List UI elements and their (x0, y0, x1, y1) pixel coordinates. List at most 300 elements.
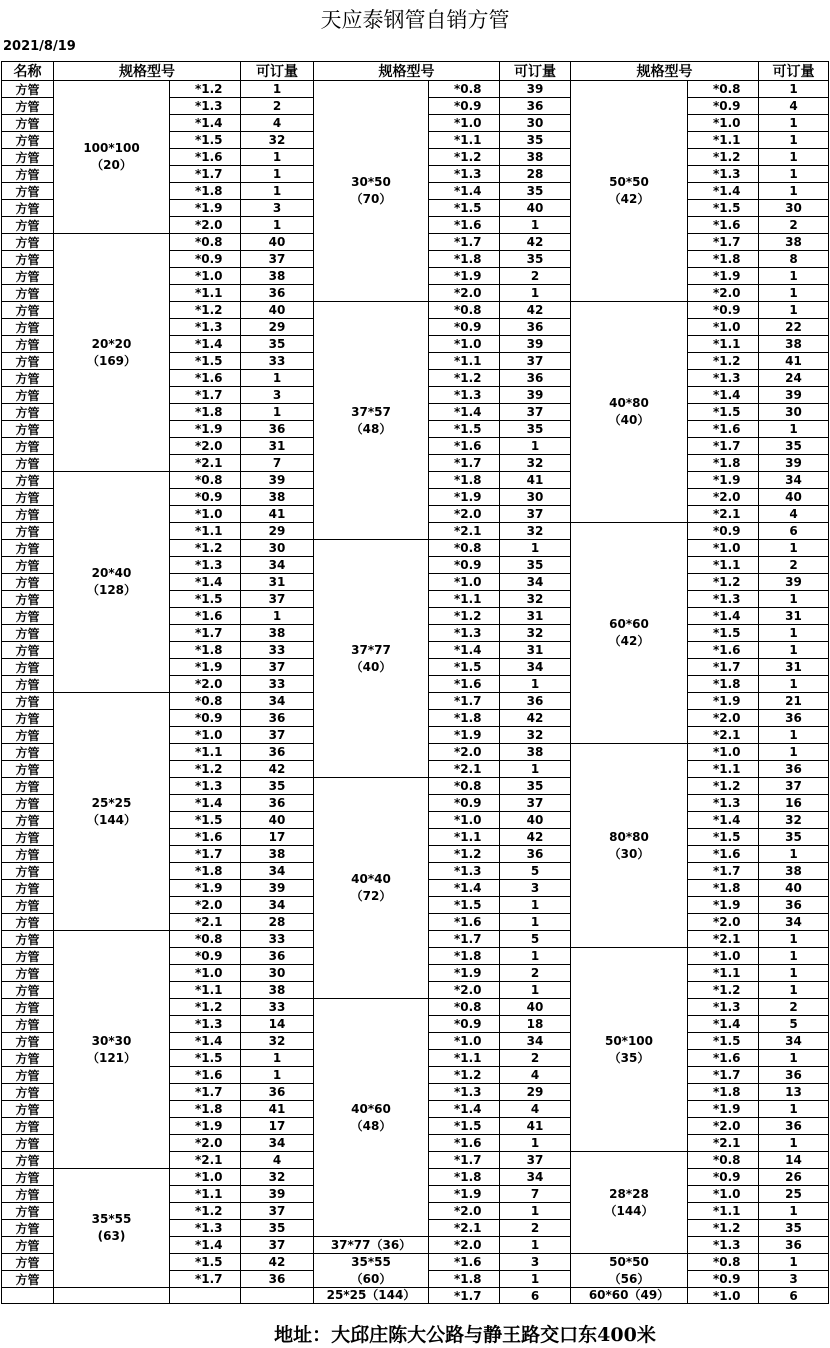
thickness-value: *1.7 (454, 1288, 482, 1303)
thickness-value: *1.6 (195, 1068, 223, 1082)
size-group (313, 1287, 428, 1304)
qty-value: 38 (268, 983, 286, 997)
thickness-cell (169, 437, 240, 454)
thickness-cell (687, 794, 758, 811)
thickness-cell (169, 403, 240, 420)
thickness-cell (428, 896, 499, 913)
thickness-cell (428, 641, 499, 658)
row-name-label: 方管 (15, 354, 40, 369)
qty-cell (758, 114, 829, 131)
row-name (1, 1185, 53, 1202)
thickness-cell (428, 420, 499, 437)
qty-cell (499, 471, 570, 488)
thickness-value: *1.0 (454, 1034, 482, 1048)
qty-value: 1 (530, 286, 540, 300)
qty-cell (240, 556, 313, 573)
qty-value: 35 (526, 252, 544, 266)
qty-value: 35 (785, 1221, 802, 1235)
thickness-cell (169, 216, 240, 233)
qty-value: 32 (268, 133, 286, 147)
thickness-cell (169, 267, 240, 284)
qty-cell (499, 80, 570, 97)
qty-cell (499, 505, 570, 522)
qty-cell (758, 97, 829, 114)
thickness-value: *2.1 (713, 728, 741, 742)
qty-cell (499, 267, 570, 284)
row-name-label: 方管 (15, 439, 40, 454)
qty-value: 34 (268, 558, 286, 572)
size-value: 35*55 (91, 1212, 132, 1226)
qty-cell (240, 1134, 313, 1151)
qty-value: 32 (526, 456, 544, 470)
qty-cell (240, 573, 313, 590)
size-value: 20*40 (91, 566, 132, 580)
qty-cell (758, 573, 829, 590)
thickness-cell (169, 828, 240, 845)
thickness-cell (428, 726, 499, 743)
qty-value: 35 (268, 337, 286, 351)
thickness-cell (428, 522, 499, 539)
thickness-cell (169, 947, 240, 964)
thickness-cell (169, 777, 240, 794)
qty-value: 16 (785, 796, 802, 810)
thickness-value: *1.3 (454, 1085, 482, 1099)
qty-cell (240, 505, 313, 522)
thickness-cell (428, 1236, 499, 1253)
thickness-value: *0.8 (454, 82, 482, 96)
qty-cell (758, 607, 829, 624)
thickness-value: *1.4 (454, 643, 482, 657)
qty-value: 34 (268, 694, 286, 708)
thickness-cell (428, 233, 499, 250)
thickness-cell (687, 862, 758, 879)
row-name (1, 437, 53, 454)
thickness-cell (169, 1015, 240, 1032)
thickness-cell (687, 998, 758, 1015)
row-name-label: 方管 (15, 405, 40, 420)
qty-cell (499, 1236, 570, 1253)
qty-cell (240, 896, 313, 913)
size-group (570, 743, 687, 947)
thickness-value: *1.8 (713, 1085, 741, 1099)
qty-cell (240, 1202, 313, 1219)
size-group-label (604, 1186, 653, 1220)
size-group-label (609, 1254, 650, 1288)
thickness-value: *1.5 (713, 201, 741, 215)
thickness-value: *1.1 (713, 558, 741, 572)
row-name-label: 方管 (15, 728, 40, 743)
row-name-label: 方管 (15, 592, 40, 607)
row-name-label: 方管 (15, 388, 40, 403)
thickness-cell (687, 420, 758, 437)
row-name (1, 386, 53, 403)
row-name (1, 658, 53, 675)
thickness-value: *1.0 (195, 269, 223, 283)
qty-cell (240, 862, 313, 879)
row-name (1, 80, 53, 97)
qty-value: 4 (530, 1068, 540, 1082)
row-name (1, 403, 53, 420)
size-group (53, 80, 169, 233)
thickness-value: *1.2 (454, 847, 482, 861)
qty-value: 37 (268, 1204, 286, 1218)
qty-value: 42 (526, 711, 544, 725)
qty-value: 34 (526, 660, 544, 674)
qty-value: 33 (268, 643, 286, 657)
thickness-cell (687, 709, 758, 726)
qty-cell (758, 556, 829, 573)
thickness-cell (687, 1083, 758, 1100)
qty-cell (758, 998, 829, 1015)
thickness-value: *1.6 (454, 1136, 482, 1150)
row-name-label: 方管 (15, 320, 40, 335)
size-group-label (87, 795, 136, 829)
row-name-label: 方管 (15, 218, 40, 233)
thickness-value: *1.5 (195, 1051, 223, 1065)
row-name-label: 方管 (15, 881, 40, 896)
thickness-value: *1.7 (454, 932, 482, 946)
thickness-value: *2.0 (195, 677, 223, 691)
size-value: 30*30 (91, 1033, 132, 1048)
size-total: （70） (350, 192, 392, 206)
qty-cell (240, 97, 313, 114)
row-name (1, 641, 53, 658)
qty-cell (240, 998, 313, 1015)
qty-value: 42 (268, 1255, 286, 1269)
qty-value: 31 (526, 609, 544, 623)
thickness-value: *1.0 (713, 320, 741, 334)
thickness-value: *1.2 (454, 609, 482, 623)
qty-cell (499, 284, 570, 301)
thickness-cell (687, 1168, 758, 1185)
size-total: （48） (350, 1118, 392, 1133)
thickness-value: *1.8 (454, 949, 482, 963)
qty-value: 35 (268, 779, 286, 793)
row-name-label: 方管 (15, 1000, 40, 1015)
thickness-cell (687, 1134, 758, 1151)
thickness-value: *1.7 (713, 235, 741, 249)
thickness-value: *1.8 (195, 1102, 223, 1116)
thickness-value: *1.4 (713, 1017, 741, 1031)
thickness-value: *1.9 (195, 1119, 223, 1133)
thickness-cell (428, 267, 499, 284)
qty-value: 36 (526, 320, 544, 334)
qty-cell (499, 522, 570, 539)
row-name-label: 方管 (15, 677, 40, 692)
qty-value: 36 (268, 711, 286, 725)
size-group (570, 1287, 687, 1304)
qty-cell (499, 420, 570, 437)
row-name (1, 879, 53, 896)
qty-cell (240, 199, 313, 216)
qty-value: 36 (268, 1085, 286, 1099)
qty-cell (758, 284, 829, 301)
thickness-cell (687, 250, 758, 267)
qty-cell (240, 182, 313, 199)
qty-cell (758, 454, 829, 471)
row-name (1, 1236, 53, 1253)
thickness-value: *1.5 (713, 830, 741, 844)
header-qty (240, 61, 313, 80)
qty-value: 35 (526, 422, 544, 436)
thickness-cell (428, 250, 499, 267)
thickness-cell (169, 590, 240, 607)
thickness-value: *1.3 (713, 1238, 741, 1252)
qty-cell (499, 947, 570, 964)
qty-value: 1 (272, 218, 282, 232)
thickness-value: *1.0 (195, 507, 223, 521)
thickness-value: *0.8 (454, 541, 482, 555)
qty-cell (499, 352, 570, 369)
size-group (53, 1287, 169, 1304)
row-name (1, 930, 53, 947)
header-spec-label: 规格型号 (636, 64, 693, 80)
qty-cell (499, 845, 570, 862)
row-name (1, 1270, 53, 1287)
row-name (1, 624, 53, 641)
thickness-cell (687, 811, 758, 828)
qty-cell (240, 267, 313, 284)
thickness-cell (428, 505, 499, 522)
thickness-cell (169, 675, 240, 692)
thickness-value: *2.1 (195, 1153, 223, 1167)
size-group (313, 998, 428, 1236)
row-name (1, 675, 53, 692)
size-value: 40*40 (351, 872, 391, 886)
qty-cell (758, 522, 829, 539)
thickness-value: *0.9 (195, 252, 223, 266)
size-value: 100*100 (83, 141, 140, 155)
date-label: 2021/8/19 (3, 39, 76, 54)
thickness-value: *1.9 (195, 660, 223, 674)
qty-value: 6 (530, 1288, 540, 1303)
thickness-cell (687, 454, 758, 471)
size-value: 20*20 (91, 336, 132, 351)
thickness-value: *1.0 (195, 966, 223, 980)
thickness-value: *1.1 (713, 133, 741, 147)
thickness-value: *1.7 (195, 1085, 223, 1099)
thickness-value: *1.5 (713, 405, 741, 419)
qty-cell (240, 930, 313, 947)
size-group (53, 1168, 169, 1287)
row-name-label: 方管 (15, 864, 40, 879)
size-value: 37*57 (351, 404, 391, 419)
size-group-label (609, 616, 650, 650)
qty-cell (758, 420, 829, 437)
qty-value: 38 (268, 490, 286, 504)
size-total: （42） (608, 192, 650, 206)
thickness-value: *2.1 (454, 1221, 482, 1235)
thickness-cell (428, 403, 499, 420)
thickness-cell (687, 675, 758, 692)
thickness-cell (687, 352, 758, 369)
header-name (1, 61, 53, 80)
row-name (1, 114, 53, 131)
thickness-cell (169, 1049, 240, 1066)
thickness-cell (169, 420, 240, 437)
qty-cell (758, 1185, 829, 1202)
thickness-value: *1.6 (454, 915, 482, 929)
qty-cell (758, 1066, 829, 1083)
thickness-cell (169, 930, 240, 947)
size-value: 28*28 (609, 1186, 649, 1201)
qty-value: 1 (272, 371, 282, 385)
thickness-value: *1.6 (454, 677, 482, 691)
thickness-value: *1.4 (195, 1238, 223, 1252)
row-name-label: 方管 (15, 830, 40, 845)
size-total: （144） (86, 812, 137, 827)
qty-value: 1 (530, 677, 540, 691)
thickness-cell (428, 131, 499, 148)
thickness-value: *1.7 (713, 864, 741, 878)
thickness-cell (687, 947, 758, 964)
thickness-cell (169, 182, 240, 199)
qty-cell (758, 488, 829, 505)
qty-cell (499, 250, 570, 267)
thickness-value: *1.6 (713, 1051, 741, 1065)
thickness-cell (687, 590, 758, 607)
row-name (1, 199, 53, 216)
qty-value: 31 (785, 660, 802, 674)
row-name-label: 方管 (15, 660, 40, 675)
qty-value: 31 (268, 575, 286, 589)
qty-cell (499, 1270, 570, 1287)
qty-cell (240, 488, 313, 505)
thickness-cell (169, 335, 240, 352)
thickness-value: *2.1 (195, 456, 223, 470)
thickness-value: *0.9 (454, 99, 482, 113)
thickness-value: *1.2 (713, 150, 741, 164)
thickness-cell (687, 1015, 758, 1032)
thickness-value: *1.5 (195, 133, 223, 147)
thickness-cell (169, 726, 240, 743)
qty-value: 37 (268, 592, 286, 606)
row-name (1, 709, 53, 726)
qty-value: 1 (272, 82, 282, 96)
thickness-value: *1.4 (195, 575, 223, 589)
qty-value: 28 (526, 167, 544, 181)
thickness-cell (687, 879, 758, 896)
qty-cell (499, 1117, 570, 1134)
thickness-cell (687, 760, 758, 777)
qty-value: 30 (268, 541, 286, 555)
row-name-label: 方管 (15, 167, 40, 182)
thickness-cell (687, 981, 758, 998)
qty-cell (758, 216, 829, 233)
qty-cell (240, 981, 313, 998)
qty-cell (758, 947, 829, 964)
thickness-value: *2.0 (454, 507, 482, 521)
thickness-cell (428, 148, 499, 165)
row-name (1, 471, 53, 488)
thickness-cell (428, 743, 499, 760)
row-name-label: 方管 (15, 507, 40, 522)
thickness-value: *1.0 (195, 728, 223, 742)
thickness-cell (169, 148, 240, 165)
size-group-label (87, 565, 136, 599)
thickness-cell (169, 301, 240, 318)
thickness-cell (687, 658, 758, 675)
qty-cell (758, 641, 829, 658)
thickness-cell (169, 1253, 240, 1270)
qty-cell (758, 879, 829, 896)
row-name-label: 方管 (15, 1068, 40, 1083)
row-name-label: 方管 (15, 201, 40, 216)
row-name (1, 692, 53, 709)
qty-value: 34 (526, 1034, 544, 1048)
qty-value: 1 (530, 218, 540, 232)
size-group (570, 301, 687, 522)
qty-cell (499, 233, 570, 250)
qty-value: 32 (268, 1170, 286, 1184)
thickness-cell (687, 114, 758, 131)
qty-cell (499, 1253, 570, 1270)
thickness-value: *0.9 (713, 99, 741, 113)
qty-cell (499, 386, 570, 403)
size-value: 25*25（144） (326, 1288, 416, 1302)
qty-value: 1 (789, 133, 798, 147)
qty-cell (499, 862, 570, 879)
qty-value: 35 (785, 439, 802, 453)
qty-value: 4 (530, 1102, 540, 1116)
qty-cell (499, 454, 570, 471)
thickness-value: *2.0 (454, 745, 482, 759)
thickness-value: *1.4 (713, 388, 741, 402)
row-name-label: 方管 (15, 252, 40, 267)
header-spec-label: 规格型号 (119, 64, 175, 80)
qty-cell (758, 1168, 829, 1185)
qty-cell (758, 301, 829, 318)
thickness-value: *1.3 (713, 796, 741, 810)
row-name (1, 182, 53, 199)
thickness-value: *1.7 (195, 1272, 223, 1286)
qty-value: 37 (526, 1153, 544, 1167)
qty-value: 1 (789, 677, 798, 691)
row-name-label: 方管 (15, 269, 40, 284)
thickness-cell (687, 845, 758, 862)
row-name (1, 981, 53, 998)
thickness-value: *1.5 (195, 1255, 223, 1269)
row-name (1, 1066, 53, 1083)
thickness-value: *1.3 (195, 558, 223, 572)
thickness-cell (687, 1066, 758, 1083)
qty-cell (499, 97, 570, 114)
size-value: 25*25 (91, 795, 132, 810)
qty-value: 42 (268, 762, 286, 776)
thickness-cell (687, 403, 758, 420)
qty-value: 39 (526, 82, 544, 96)
qty-value: 38 (268, 847, 286, 861)
qty-cell (758, 981, 829, 998)
thickness-cell (169, 250, 240, 267)
row-name-label: 方管 (15, 133, 40, 148)
thickness-value: *1.1 (195, 524, 223, 538)
qty-cell (758, 1083, 829, 1100)
qty-cell (240, 454, 313, 471)
row-name-label: 方管 (15, 150, 40, 165)
qty-value: 3 (530, 1255, 540, 1269)
size-value: 50*50 (609, 175, 649, 189)
row-name (1, 1253, 53, 1270)
thickness-value: *1.8 (454, 252, 482, 266)
thickness-cell (169, 964, 240, 981)
qty-cell (758, 590, 829, 607)
row-name-label: 方管 (15, 99, 40, 114)
thickness-cell (687, 199, 758, 216)
qty-cell (758, 828, 829, 845)
thickness-value: *0.9 (713, 1170, 741, 1184)
qty-value: 5 (789, 1017, 798, 1031)
